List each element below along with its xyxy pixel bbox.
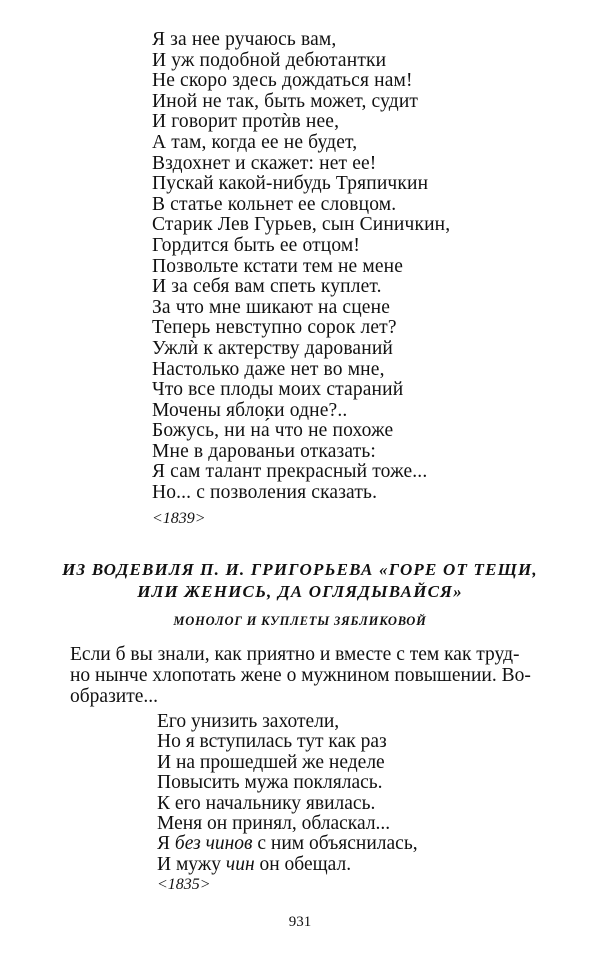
verse-line: Мочены яблоки одне?..	[152, 399, 348, 421]
section-title	[60, 559, 540, 603]
verse-emphasis: без чинов	[174, 833, 253, 855]
verse-line: Меня он принял, обласкал...	[157, 813, 391, 835]
page-number: 931	[288, 914, 312, 930]
section-title-line: ИЛИ ЖЕНИСЬ, ДА ОГЛЯДЫВАЙСЯ»	[137, 582, 463, 601]
verse-line: И за себя вам спеть куплет.	[152, 276, 382, 298]
couplet-stanza	[157, 712, 418, 875]
section-title-line: ИЗ ВОДЕВИЛЯ П. И. ГРИГОРЬЕВА «ГОРЕ ОТ ТЕЩИ,	[62, 560, 538, 579]
verse-line: Что все плоды моих стараний	[152, 379, 404, 401]
verse-line: Иной не так, быть может, судит	[152, 90, 419, 112]
verse-line: Не скоро здесь дождаться нам!	[152, 70, 413, 92]
verse-line: Я за нее ручаюсь вам,	[152, 29, 337, 50]
prose-paragraph	[70, 645, 554, 707]
verse-line: Я сам талант прекрасный тоже...	[152, 461, 428, 483]
verse-line: Позвольте кстати тем не мене	[152, 255, 404, 277]
verse-line: А там, когда ее не будет,	[152, 131, 358, 153]
verse-line: Вздохнет и скажет: нет ее!	[152, 152, 377, 174]
prose-line: образите...	[70, 685, 159, 707]
verse-line: Но... с позволения сказать.	[152, 482, 378, 504]
verse-line: Настолько даже нет во мне,	[152, 358, 385, 380]
prose-line: но нынче хлопотать жене о мужнином повышении. Во-	[70, 664, 531, 686]
verse-line: Божусь, ни на́ что не похоже	[152, 420, 394, 442]
verse-line: Гордится быть ее отцом!	[152, 234, 361, 256]
verse-line: Мне в дарованьи отказать:	[152, 440, 376, 462]
verse-line: Теперь невступно сорок лет?	[152, 317, 397, 339]
verse-line: Но я вступилась тут как раз	[157, 731, 387, 753]
verse-emphasis: чин	[225, 853, 255, 875]
verse-text: он обещал.	[254, 853, 352, 875]
verse-line	[157, 855, 418, 875]
poem-date: <1835>	[157, 876, 211, 893]
verse-line: Его унизить захотели,	[157, 711, 340, 732]
poem-date: <1839>	[152, 510, 206, 527]
section-subtitle: МОНОЛОГ И КУПЛЕТЫ ЗЯБЛИКОВОЙ	[173, 614, 427, 628]
verse-line: За что мне шикают на сцене	[152, 296, 390, 318]
verse-line: К его начальнику явилась.	[157, 792, 376, 814]
poem-stanza	[152, 30, 450, 504]
verse-line	[157, 834, 418, 854]
verse-line: Повысить мужа поклялась.	[157, 772, 383, 794]
verse-line: Старик Лев Гурьев, сын Синичкин,	[152, 214, 451, 236]
verse-line: И на прошедшей же неделе	[157, 751, 385, 773]
verse-text: Я	[157, 833, 175, 855]
verse-text: с ним объяснилась,	[252, 833, 418, 855]
verse-line: В статье кольнет ее словцом.	[152, 193, 397, 215]
verse-line: И говорит протѝв нее,	[152, 111, 340, 133]
verse-line: И уж подобной дебютантки	[152, 49, 387, 71]
prose-line: Если б вы знали, как приятно и вместе с тем как труд-	[70, 644, 520, 665]
verse-line: Пускай какой-нибудь Тряпичкин	[152, 173, 429, 195]
verse-line: Ужлѝ к актерству дарований	[152, 337, 393, 359]
verse-text: И мужу	[157, 853, 226, 875]
